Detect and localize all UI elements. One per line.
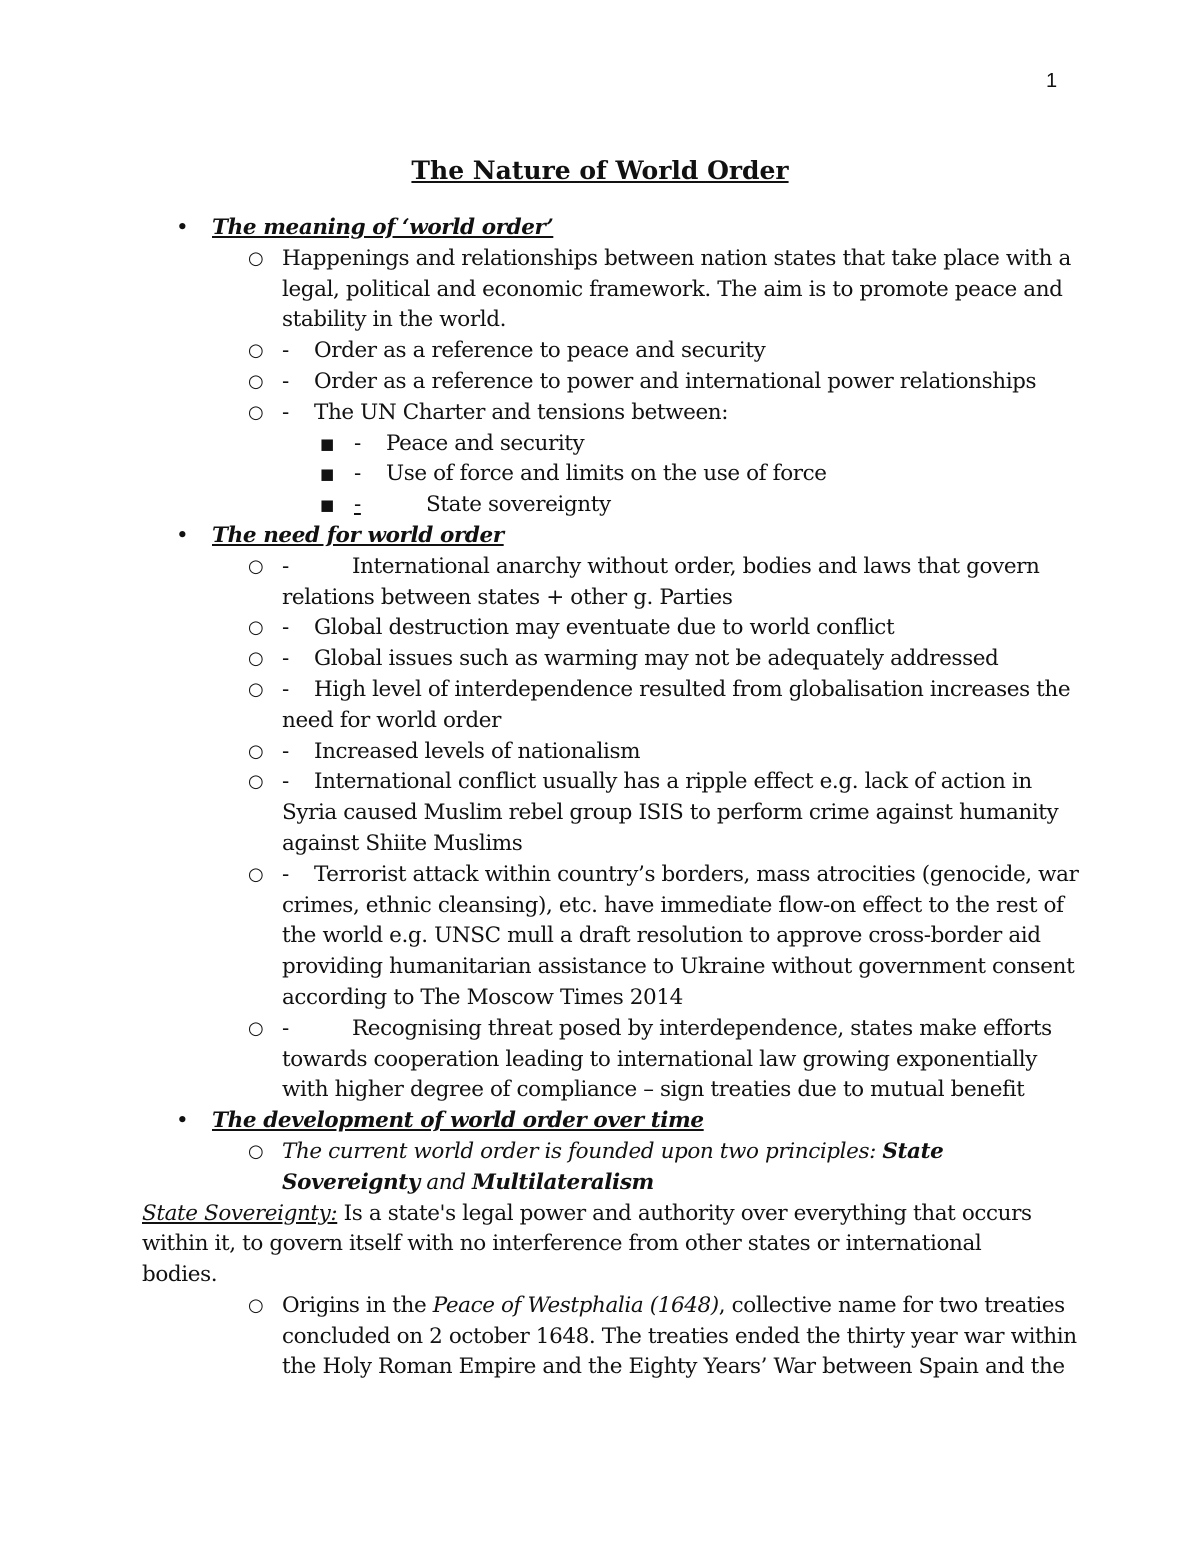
list-item [248,613,1082,644]
emphasis-text: State Sovereignty [282,1138,944,1195]
list-item-text: High level of interdependence resulted from globalisation increases the need for world order [282,676,1071,733]
list-item [248,860,1082,1014]
section-meaning-heading [176,213,1092,244]
dash-marker: - [354,461,361,487]
sub-list-item [320,459,1074,490]
circle-bullet-icon: ○ [248,1294,264,1316]
circle-bullet-icon: ○ [248,555,264,577]
list-item [248,644,1082,675]
list-item-text: Increased levels of nationalism [314,738,641,764]
list-item-text: The UN Charter and tensions between: [314,399,729,425]
dash-marker: - [282,1015,289,1041]
list-item-text: International conflict usually has a ripple effect e.g. lack of action in Syria caused Muslim rebel group ISIS to perform crime against humanity against Shiite Muslims [282,769,1059,856]
dash-marker: - [282,861,289,887]
circle-bullet-icon: ○ [248,401,264,423]
emphasis-text: Multilateralism [472,1169,654,1195]
circle-bullet-icon: ○ [248,370,264,392]
list-item [248,1014,1082,1106]
list-item-text: Recognising threat posed by interdependence, states make efforts towards cooperation leading to international law growing exponentially with higher degree of compliance – sign treaties due to mutual benefit [282,1015,1052,1103]
square-bullet-icon: ■ [320,434,334,453]
dash-marker: - [282,646,289,672]
list-item [248,675,1082,737]
list-item [248,336,1082,367]
list-item-text: Global destruction may eventuate due to world conflict [314,615,895,641]
circle-bullet-icon: ○ [248,648,264,670]
bullet-icon: • [176,522,189,548]
emphasis-text: Peace of Westphalia (1648) [432,1292,719,1318]
square-bullet-icon: ■ [320,465,334,484]
dash-marker: - [354,492,361,518]
dash-marker: - [282,738,289,764]
circle-bullet-icon: ○ [248,1017,264,1039]
bullet-icon: • [176,1108,189,1134]
circle-bullet-icon: ○ [248,340,264,362]
list-item-text: Terrorist attack within country’s borders, mass atrocities (genocide, war crimes, ethnic cleansing), etc. have immediate flow-on effect to the rest of the world e.g. UNSC mull a draft resolution to approve cross-border aid providing humanitarian assistance to Ukraine without government consent according to The Moscow Times 2014 [282,861,1079,1010]
list-item-text: State sovereignty [426,492,611,518]
list-item-text: and [419,1169,473,1195]
sub-list-item [320,429,1074,460]
list-item [248,1291,1082,1383]
circle-bullet-icon: ○ [248,247,264,269]
list-item [248,1137,1082,1199]
circle-bullet-icon: ○ [248,740,264,762]
paragraph-text: Is a state's legal power and authority over everything that occurs within it, to govern itself with no interference from other states or international bodies. [142,1200,1032,1288]
circle-bullet-icon: ○ [248,1140,264,1162]
list-item-text: Global issues such as warming may not be adequately addressed [314,646,999,672]
list-item [248,767,1082,859]
section-heading: The need for world order [212,522,504,548]
square-bullet-icon: ■ [320,496,334,515]
list-item [248,367,1082,398]
list-item-text: , collective name for two treaties concluded on 2 october 1648. The treaties ended the thirty year war within the Holy Roman Empire and the Eighty Years’ War between Spain and the [282,1292,1077,1380]
sub-list-item [320,490,1074,521]
page-title: The Nature of World Order [411,156,789,185]
list-item-text: Origins in the [282,1292,433,1318]
dash-marker: - [282,338,289,364]
list-item [248,737,1082,768]
list-item-text: Use of force and limits on the use of force [386,461,827,487]
section-need-heading [176,521,1092,552]
list-item [248,398,1082,429]
circle-bullet-icon: ○ [248,678,264,700]
circle-bullet-icon: ○ [248,771,264,793]
list-item-text: Order as a reference to power and international power relationships [314,368,1037,394]
list-item-text: The current world order is founded upon two principles: [282,1138,883,1164]
section-development-heading [176,1106,1092,1137]
term-label: State Sovereignty: [142,1200,338,1226]
section-heading: The meaning of ‘world order’ [212,215,554,240]
list-item-text: Peace and security [386,430,585,456]
bullet-icon: • [176,215,189,240]
dash-marker: - [282,368,289,394]
circle-bullet-icon: ○ [248,863,264,885]
dash-marker: - [354,430,361,456]
document-body [0,213,1200,1383]
sovereignty-paragraph [142,1199,1062,1291]
list-item [248,244,1082,336]
page-number: 1 [1046,70,1058,92]
dash-marker: - [282,553,289,579]
list-item-text: International anarchy without order, bodies and laws that govern relations between states + other g. Parties [282,553,1040,610]
dash-marker: - [282,399,289,425]
circle-bullet-icon: ○ [248,617,264,639]
list-item [248,552,1082,614]
dash-marker: - [282,676,289,702]
section-heading: The development of world order over time [212,1108,704,1134]
list-item-text: Order as a reference to peace and security [314,338,766,364]
dash-marker: - [282,769,289,795]
list-item-text: Happenings and relationships between nation states that take place with a legal, political and economic framework. The aim is to promote peace and stability in the world. [282,245,1071,333]
dash-marker: - [282,615,289,641]
